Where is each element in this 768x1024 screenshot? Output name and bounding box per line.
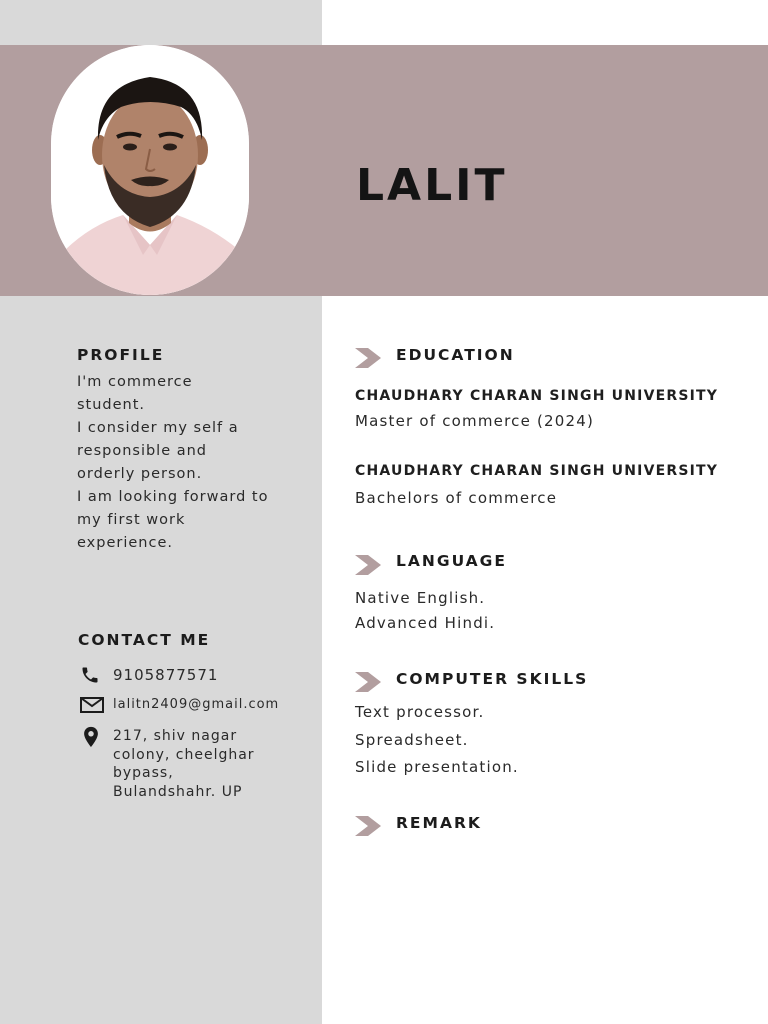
profile-heading: PROFILE bbox=[77, 346, 165, 364]
email-address: lalitn2409@gmail.com bbox=[113, 697, 280, 712]
profile-line: experience. bbox=[77, 535, 173, 551]
language-item: Native English. bbox=[355, 589, 486, 607]
profile-line: my first work bbox=[77, 512, 186, 528]
location-pin-icon bbox=[80, 725, 102, 749]
skill-item: Slide presentation. bbox=[355, 758, 519, 776]
profile-line: responsible and bbox=[77, 443, 208, 459]
profile-line: I consider my self a bbox=[77, 420, 239, 436]
profile-line: student. bbox=[77, 397, 146, 413]
education-degree: Bachelors of commerce bbox=[355, 489, 558, 507]
envelope-icon bbox=[80, 697, 104, 713]
address-text bbox=[113, 727, 255, 801]
language-item: Advanced Hindi. bbox=[355, 614, 496, 632]
skill-item: Text processor. bbox=[355, 703, 485, 721]
phone-number: 9105877571 bbox=[113, 666, 219, 684]
remark-heading: REMARK bbox=[396, 814, 482, 832]
portrait-illustration bbox=[51, 45, 249, 295]
address-line: Bulandshahr. UP bbox=[113, 783, 243, 800]
chevron-icon bbox=[355, 555, 381, 575]
address-line: bypass, bbox=[113, 765, 174, 781]
profile-text bbox=[77, 371, 307, 555]
education-school: CHAUDHARY CHARAN SINGH UNIVERSITY bbox=[355, 463, 719, 479]
address-line: 217, shiv nagar bbox=[113, 728, 238, 744]
skill-item: Spreadsheet. bbox=[355, 731, 469, 749]
chevron-icon bbox=[355, 816, 381, 836]
education-school: CHAUDHARY CHARAN SINGH UNIVERSITY bbox=[355, 388, 719, 404]
profile-line: I'm commerce bbox=[77, 374, 193, 390]
phone-icon bbox=[80, 665, 100, 685]
contact-heading: CONTACT ME bbox=[78, 631, 211, 649]
profile-line: orderly person. bbox=[77, 466, 203, 482]
language-heading: LANGUAGE bbox=[396, 552, 507, 570]
address-line: colony, cheelghar bbox=[113, 746, 255, 763]
education-degree: Master of commerce (2024) bbox=[355, 412, 595, 430]
candidate-name: LALIT bbox=[356, 160, 508, 211]
computer-skills-heading: COMPUTER SKILLS bbox=[396, 670, 589, 688]
profile-line: I am looking forward to bbox=[77, 489, 269, 505]
chevron-icon bbox=[355, 348, 381, 368]
profile-photo bbox=[51, 45, 249, 295]
education-heading: EDUCATION bbox=[396, 346, 515, 364]
chevron-icon bbox=[355, 672, 381, 692]
